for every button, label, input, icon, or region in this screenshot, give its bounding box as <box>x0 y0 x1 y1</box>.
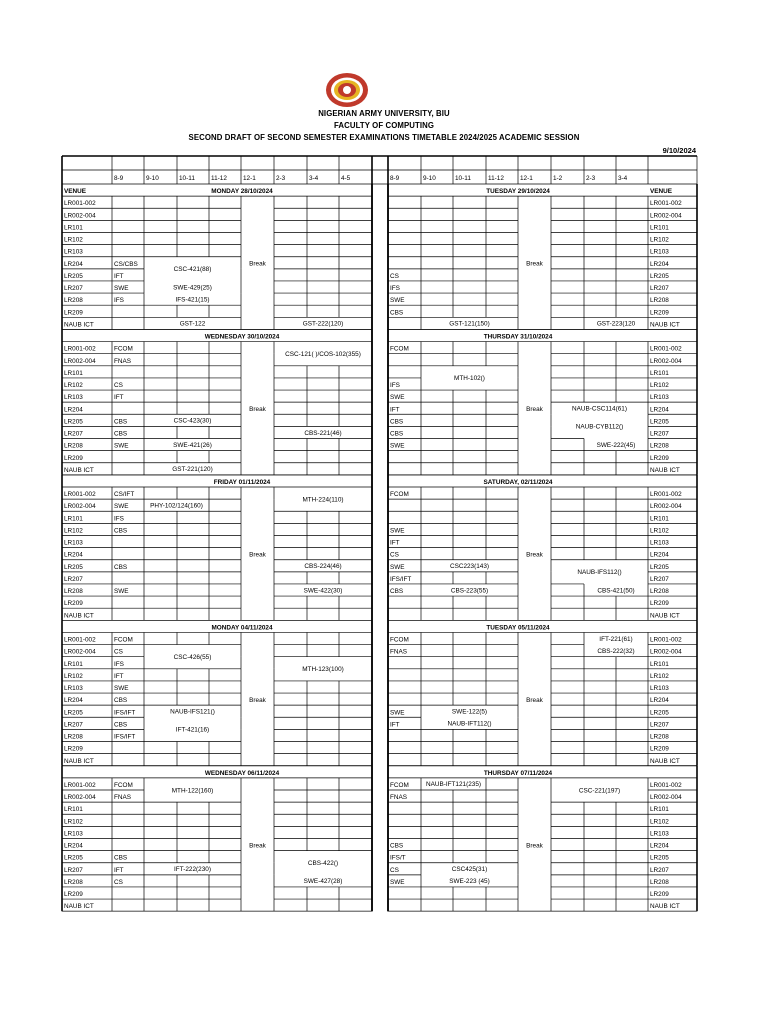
venue-label: LR103 <box>650 394 669 402</box>
day-title: FRIDAY 01/11/2024 <box>213 478 271 486</box>
day-title: WEDNESDAY 30/10/2024 <box>204 333 280 341</box>
exam-entry: CBS-221(46) <box>304 429 342 437</box>
venue-label: LR209 <box>650 600 669 608</box>
dept-label: IFT <box>114 394 124 402</box>
venue-label: LR101 <box>650 515 669 523</box>
dept-label: IFT <box>390 406 400 414</box>
break-label: Break <box>249 260 266 268</box>
issue-date: 9/10/2024 <box>662 146 696 155</box>
dept-label: SWE <box>390 442 405 450</box>
venue-label: LR002-004 <box>64 357 96 365</box>
venue-label: LR204 <box>650 260 669 268</box>
university-name: NIGERIAN ARMY UNIVERSITY, BIU <box>318 109 450 118</box>
venue-label: LR001-002 <box>650 782 682 789</box>
exam-entry: PHY-102/124(160) <box>150 502 203 510</box>
break-label: Break <box>526 260 543 268</box>
exam-entry: CBS-421(50) <box>597 587 635 595</box>
venue-label: LR103 <box>64 539 83 547</box>
dept-label: IFT <box>390 539 400 547</box>
venue-label: LR205 <box>650 709 669 717</box>
break-label: Break <box>526 406 543 414</box>
venue-label: LR002-004 <box>650 212 682 220</box>
venue-label: LR208 <box>64 588 83 596</box>
dept-label: CBS <box>114 697 128 705</box>
exam-entry: SWE-222(45) <box>596 441 636 449</box>
venue-label: LR103 <box>64 830 83 838</box>
dept-label: FCOM <box>114 636 133 644</box>
venue-label: LR002-004 <box>650 357 682 365</box>
venue-label: LR209 <box>650 454 669 462</box>
exam-entry: IFS-421(15) <box>175 296 210 304</box>
exam-entry: NAUB-IFS112() <box>577 569 622 577</box>
venue-label: LR204 <box>64 551 83 559</box>
venue-label: LR001-002 <box>650 491 682 499</box>
exam-entry: IFT-222(230) <box>174 866 211 874</box>
venue-header: VENUE <box>650 188 673 195</box>
exam-entry: GST-222(120) <box>302 320 344 328</box>
dept-label: CS <box>390 272 399 280</box>
dept-label: CBS <box>114 563 128 571</box>
venue-label: LR207 <box>650 575 669 583</box>
venue-label: LR208 <box>64 442 83 450</box>
exam-entry: MTH-122(160) <box>171 787 214 795</box>
venue-label: LR002-004 <box>64 503 96 511</box>
dept-label: IFS <box>390 285 400 293</box>
dept-label: FCOM <box>114 345 133 353</box>
document-title: SECOND DRAFT OF SECOND SEMESTER EXAMINATIONS TIMETABLE 2024/2025 ACADEMIC SESSION <box>188 133 580 142</box>
venue-label: LR102 <box>650 236 669 244</box>
venue-label: NAUB ICT <box>650 321 680 329</box>
exam-entry: NAUB-CSC114(61) <box>572 405 627 413</box>
venue-label: LR103 <box>650 248 669 256</box>
venue-label: LR207 <box>650 430 669 438</box>
dept-label: SWE <box>390 563 405 571</box>
dept-label: IFS/IFT <box>114 709 136 717</box>
exam-entry: CBS-223(55) <box>450 587 489 595</box>
venue-label: LR002-004 <box>64 794 96 802</box>
day-title: THURSDAY 31/10/2024 <box>483 333 553 341</box>
dept-label: FCOM <box>390 636 409 644</box>
exam-entry: CBS-222(32) <box>597 647 635 655</box>
dept-label: CS <box>114 648 123 656</box>
slot-label-right: 9-10 <box>423 175 436 182</box>
exam-entry: GST-122 <box>179 320 206 328</box>
dept-label: SWE <box>390 709 405 717</box>
dept-label: FNAS <box>390 648 408 656</box>
slot-label-left: 3-4 <box>309 175 319 182</box>
venue-label: LR205 <box>64 709 83 717</box>
venue-label: LR209 <box>64 600 83 608</box>
dept-label: FCOM <box>114 782 133 789</box>
dept-label: CS/CBS <box>114 260 138 268</box>
exam-entry: SWE-223 (45) <box>449 878 490 886</box>
venue-label: LR204 <box>650 406 669 414</box>
venue-label: LR103 <box>650 685 669 693</box>
slot-label-left: 10-11 <box>179 175 195 182</box>
exam-entry: SWE-122(5) <box>451 708 488 716</box>
exam-entry: SWE-422(30) <box>303 587 343 595</box>
slot-label-right: 2-3 <box>586 175 596 182</box>
venue-label: LR205 <box>64 418 83 426</box>
venue-label: LR101 <box>650 660 669 668</box>
venue-label: LR001-002 <box>64 345 96 353</box>
venue-label: LR001-002 <box>64 200 96 208</box>
dept-label: CBS <box>390 430 404 438</box>
dept-label: CS <box>390 551 399 559</box>
venue-label: LR208 <box>650 878 669 886</box>
venue-label: LR209 <box>650 309 669 317</box>
venue-label: NAUB ICT <box>64 466 94 474</box>
exam-entry: CSC-121( )/COS-102(355) <box>285 350 361 358</box>
venue-label: LR101 <box>64 224 83 232</box>
venue-label: LR209 <box>64 745 83 753</box>
venue-label: LR101 <box>64 660 83 668</box>
venue-label: LR102 <box>64 236 83 244</box>
venue-label: LR209 <box>64 454 83 462</box>
venue-label: LR208 <box>650 588 669 596</box>
venue-label: LR205 <box>64 272 83 280</box>
slot-label-left: 11-12 <box>211 175 227 182</box>
dept-label: CBS <box>114 430 128 438</box>
slot-label-right: 12-1 <box>520 175 533 182</box>
dept-label: CS <box>390 866 399 874</box>
dept-label: IFS <box>114 297 124 305</box>
venue-label: LR204 <box>650 697 669 705</box>
exam-entry: CBS-422() <box>307 860 339 868</box>
venue-label: LR209 <box>650 891 669 899</box>
day-title: WEDNESDAY 06/11/2024 <box>204 769 280 777</box>
venue-label: LR001-002 <box>650 345 682 353</box>
dept-label: FCOM <box>390 345 409 353</box>
venue-header: VENUE <box>64 188 87 195</box>
venue-label: LR204 <box>64 697 83 705</box>
dept-label: CS <box>114 878 123 886</box>
venue-label: NAUB ICT <box>64 757 94 765</box>
dept-label: SWE <box>390 394 405 402</box>
day-title: MONDAY 04/11/2024 <box>211 624 273 632</box>
day-title: THURSDAY 07/11/2024 <box>483 769 553 777</box>
venue-label: NAUB ICT <box>650 466 680 474</box>
exam-entry: GST-121(150) <box>449 320 490 328</box>
day-title: SATURDAY, 02/11/2024 <box>483 478 553 486</box>
venue-label: LR207 <box>64 866 83 874</box>
exam-entry: IFT-421(16) <box>175 726 210 734</box>
dept-label: IFS <box>390 382 400 390</box>
slot-label-left: 2-3 <box>276 175 286 182</box>
venue-label: LR101 <box>64 369 83 377</box>
dept-label: CS/IFT <box>114 491 135 499</box>
venue-label: LR207 <box>64 575 83 583</box>
venue-label: LR204 <box>650 842 669 850</box>
venue-label: LR101 <box>64 515 83 523</box>
dept-label: CBS <box>114 418 128 426</box>
dept-label: CBS <box>114 721 128 729</box>
exam-entry: IFT-221(61) <box>599 635 633 643</box>
slot-label-left: 9-10 <box>146 175 159 182</box>
exam-entry: SWE-427(28) <box>303 878 343 886</box>
day-title: TUESDAY 29/10/2024 <box>486 188 550 195</box>
dept-label: SWE <box>390 297 405 305</box>
venue-label: LR002-004 <box>650 648 682 656</box>
venue-label: LR205 <box>650 854 669 862</box>
slot-label-left: 4-5 <box>341 175 351 182</box>
dept-label: SWE <box>114 588 129 596</box>
venue-label: LR101 <box>64 806 83 814</box>
venue-label: LR101 <box>650 224 669 232</box>
venue-label: LR001-002 <box>650 200 682 208</box>
venue-label: LR102 <box>650 382 669 390</box>
dept-label: IFT <box>390 721 400 729</box>
dept-label: IFS/T <box>390 854 406 862</box>
exam-entry: CSC-421(88) <box>173 266 212 274</box>
venue-label: LR207 <box>650 285 669 293</box>
faculty-name: FACULTY OF COMPUTING <box>333 121 435 130</box>
venue-label: NAUB ICT <box>64 612 94 620</box>
venue-label: LR207 <box>650 866 669 874</box>
exam-entry: CSC-221(197) <box>578 787 621 795</box>
exam-entry: NAUB-IFS121() <box>170 708 215 716</box>
day-title: TUESDAY 05/11/2024 <box>486 624 550 632</box>
venue-label: LR207 <box>64 430 83 438</box>
venue-label: LR208 <box>64 733 83 741</box>
exam-entry: CSC-426(55) <box>173 653 212 661</box>
venue-label: LR102 <box>64 382 83 390</box>
dept-label: CBS <box>390 418 404 426</box>
venue-label: NAUB ICT <box>64 321 94 329</box>
break-label: Break <box>526 551 543 559</box>
venue-label: LR102 <box>64 818 83 826</box>
dept-label: SWE <box>390 878 405 886</box>
venue-label: LR207 <box>650 721 669 729</box>
venue-label: LR103 <box>64 248 83 256</box>
venue-label: LR102 <box>650 672 669 680</box>
venue-label: LR102 <box>650 818 669 826</box>
exam-entry: CSC223(143) <box>449 563 490 571</box>
venue-label: LR103 <box>650 830 669 838</box>
venue-label: LR001-002 <box>64 491 96 499</box>
venue-label: LR208 <box>64 297 83 305</box>
exam-entry: NAUB-IFT112() <box>447 720 492 728</box>
dept-label: CBS <box>114 527 128 535</box>
dept-label: FNAS <box>114 794 132 802</box>
dept-label: FCOM <box>390 782 409 789</box>
venue-label: LR208 <box>650 442 669 450</box>
venue-label: LR205 <box>650 563 669 571</box>
slot-label-left: 8-9 <box>114 175 124 182</box>
exam-entry: CSC-423(30) <box>173 417 212 425</box>
venue-label: LR001-002 <box>64 636 96 644</box>
venue-label: LR002-004 <box>64 212 96 220</box>
dept-label: SWE <box>114 285 129 293</box>
venue-label: LR002-004 <box>64 648 96 656</box>
exam-entry: MTH-102() <box>454 375 485 383</box>
venue-label: LR204 <box>64 406 83 414</box>
exam-entry: SWE-421(26) <box>173 441 212 449</box>
venue-label: LR002-004 <box>650 794 682 802</box>
venue-label: LR204 <box>650 551 669 559</box>
venue-label: LR209 <box>64 309 83 317</box>
venue-label: LR001-002 <box>650 636 682 644</box>
venue-label: LR208 <box>650 297 669 305</box>
exam-entry: CSC425(31) <box>451 866 488 874</box>
venue-label: LR102 <box>64 672 83 680</box>
venue-label: LR002-004 <box>650 503 682 511</box>
exam-entry: NAUB-IFT121(235) <box>425 781 482 789</box>
slot-label-right: 8-9 <box>390 175 400 182</box>
dept-label: IFS <box>114 660 124 668</box>
exam-entry: MTH-123(100) <box>302 666 344 674</box>
venue-label: LR207 <box>64 721 83 729</box>
break-label: Break <box>249 842 266 850</box>
venue-label: LR208 <box>64 878 83 886</box>
venue-label: LR205 <box>64 854 83 862</box>
venue-label: LR204 <box>64 260 83 268</box>
break-label: Break <box>249 551 266 559</box>
exam-entry: GST-221(120) <box>172 466 213 474</box>
dept-label: SWE <box>114 503 129 511</box>
venue-label: LR103 <box>650 539 669 547</box>
venue-label: LR001-002 <box>64 782 96 789</box>
venue-label: LR204 <box>64 842 83 850</box>
dept-label: SWE <box>114 442 129 450</box>
venue-label: LR205 <box>650 272 669 280</box>
venue-label: LR209 <box>64 891 83 899</box>
venue-label: LR101 <box>650 806 669 814</box>
break-label: Break <box>526 842 543 850</box>
venue-label: LR205 <box>64 563 83 571</box>
break-label: Break <box>526 697 543 705</box>
exam-entry: CBS-224(46) <box>304 563 342 571</box>
dept-label: FNAS <box>114 357 132 365</box>
venue-label: LR103 <box>64 394 83 402</box>
venue-label: LR209 <box>650 745 669 753</box>
venue-label: LR102 <box>64 527 83 535</box>
slot-label-right: 10-11 <box>455 175 471 182</box>
dept-label: FCOM <box>390 491 409 499</box>
dept-label: CBS <box>390 588 404 596</box>
slot-label-right: 11-12 <box>488 175 504 182</box>
dept-label: IFT <box>114 866 124 874</box>
venue-label: NAUB ICT <box>650 612 680 620</box>
dept-label: IFT <box>114 672 124 680</box>
venue-label: LR101 <box>650 369 669 377</box>
day-title: MONDAY 28/10/2024 <box>211 188 273 195</box>
venue-label: LR208 <box>650 733 669 741</box>
dept-label: IFS/IFT <box>114 733 136 741</box>
venue-label: LR207 <box>64 285 83 293</box>
venue-label: LR205 <box>650 418 669 426</box>
exam-entry: SWE-429(25) <box>173 284 212 292</box>
venue-label: NAUB ICT <box>650 757 680 765</box>
dept-label: CBS <box>390 842 404 850</box>
slot-label-right: 1-2 <box>553 175 563 182</box>
slot-label-left: 12-1 <box>243 175 256 182</box>
exam-entry: NAUB-CYB112() <box>575 423 624 431</box>
dept-label: IFS <box>114 515 124 523</box>
dept-label: SWE <box>114 685 129 693</box>
venue-label: NAUB ICT <box>64 903 94 911</box>
dept-label: SWE <box>390 527 405 535</box>
break-label: Break <box>249 697 266 705</box>
venue-label: LR102 <box>650 527 669 535</box>
exam-entry: GST-223(120 <box>596 320 636 328</box>
dept-label: FNAS <box>390 794 408 802</box>
dept-label: CBS <box>114 854 128 862</box>
dept-label: IFT <box>114 272 124 280</box>
venue-label: NAUB ICT <box>650 903 680 911</box>
break-label: Break <box>249 406 266 414</box>
dept-label: CS <box>114 382 123 390</box>
venue-label: LR103 <box>64 685 83 693</box>
dept-label: IFS/IFT <box>390 575 412 583</box>
dept-label: CBS <box>390 309 404 317</box>
exam-entry: MTH-224(110) <box>302 496 344 504</box>
slot-label-right: 3-4 <box>618 175 628 182</box>
